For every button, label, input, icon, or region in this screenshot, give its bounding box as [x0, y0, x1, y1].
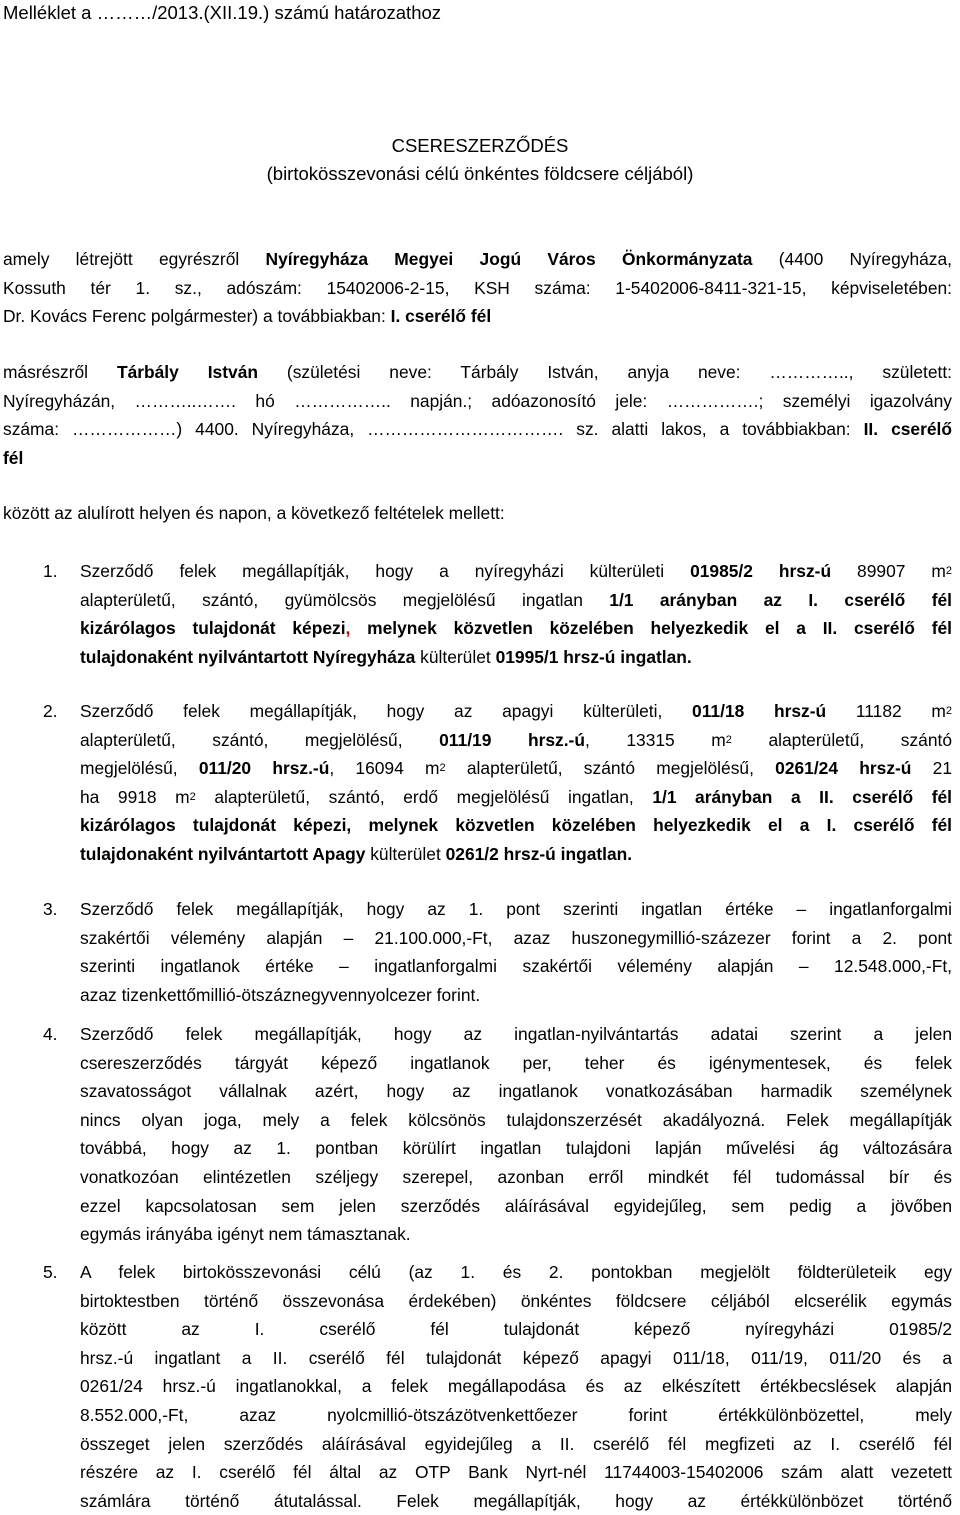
item-line: A felek birtokösszevonási célú (az 1. és 2. pontokban megjelölt földterületeik egy: [80, 1262, 952, 1282]
annex-reference: Melléklet a ………/2013.(XII.19.) számú határozathoz: [3, 2, 442, 23]
text-run: , 16094 m: [329, 758, 440, 779]
text-run: tulajdonaként nyilvántartott Nyíregyháza: [80, 646, 416, 667]
text-run: kizárólagos tulajdonát képezi: [80, 618, 346, 639]
text-run: amely létrejött egyrészről: [3, 249, 266, 269]
text-run: 0261/2 hrsz-ú ingatlan.: [445, 843, 633, 864]
item-line: [80, 557, 952, 586]
text-run: alapterületű, szántó, erdő megjelölésű ingatlan,: [195, 786, 653, 807]
item-line: vonatkozóan elintézetlen széljegy szerepel, azonban erről mindkét fél tudomással bír és: [80, 1166, 952, 1187]
text-run: 1/1 arányban a II. cserélő fél: [652, 786, 953, 807]
item-line: birtoktestben történő összevonása érdekében) önkéntes földcsere céljából elcserélik egymás: [80, 1290, 952, 1311]
item-line: [80, 643, 952, 672]
item-line: hrsz.-ú ingatlant a II. cserélő fél tulajdonát képező apagyi 011/18, 011/19, 011/20 és a: [80, 1347, 952, 1368]
item-number: 5.: [43, 1262, 58, 1282]
text-run: Dr. Kovács Ferenc polgármester) a továbbiakban:: [3, 306, 391, 327]
document-title: CSERESZERZŐDÉS: [391, 135, 569, 156]
item-line: 8.552.000,-Ft, azaz nyolcmillió-ötszázötvenkettőezer forint értékkülönbözettel, mely: [80, 1404, 952, 1425]
superscript: 2: [945, 565, 952, 577]
document-subtitle: (birtokösszevonási célú önkéntes földcsere céljából): [266, 163, 694, 184]
text-run: másrészről: [3, 362, 117, 382]
item-line: [80, 840, 952, 869]
item-line: összeget jelen szerződés aláírásával egyidejűleg a II. cserélő fél megfizeti az I. cserélő fél: [80, 1433, 952, 1454]
text-run: alapterületű, szántó megjelölésű,: [445, 758, 776, 779]
item-line: részére az I. cserélő fél által az OTP Bank Nyrt-nél 11744003-15402006 szám alatt vezetett: [80, 1462, 952, 1483]
text-run: Szerződő felek megállapítják, hogy a nyíregyházi külterületi: [80, 561, 691, 581]
text-run: 011/19 hrsz.-ú: [439, 729, 585, 750]
text-run: , 13315 m: [584, 729, 726, 750]
item-line: [80, 586, 952, 615]
text-run: 011/18 hrsz-ú: [692, 701, 827, 721]
item-line: egymás irányába igényt nem támasztanak.: [80, 1224, 411, 1245]
text-run: (születési neve: Tárbály István, anyja neve: ………….., született:: [258, 362, 952, 382]
text-run: 11182 m: [826, 701, 946, 721]
item-number: 3.: [43, 899, 58, 919]
item-body: [80, 1258, 952, 1515]
text-run: megjelölésű,: [80, 758, 199, 779]
text-run: ha 9918 m: [80, 786, 190, 807]
item-line: szerinti ingatlanok értéke – ingatlanforgalmi szakértői vélemény alapján – 12.548.000,-Ft,: [80, 956, 952, 977]
intro-paragraph: között az alulírott helyen és napon, a következő feltételek mellett:: [3, 503, 505, 523]
party-two-line: [3, 358, 952, 387]
item-line: ezzel kapcsolatosan sem jelen szerződés aláírásával egyidejűleg, sem pedig a jövőben: [80, 1195, 952, 1216]
text-run: 01985/2 hrsz-ú: [690, 561, 832, 581]
superscript: 2: [439, 762, 446, 775]
text-run: külterület: [415, 646, 496, 667]
item-line: [80, 614, 952, 643]
party-one-line: [3, 302, 952, 331]
text-run: 01995/1 hrsz-ú ingatlan.: [495, 646, 692, 667]
superscript: 2: [945, 705, 952, 717]
text-run: ,: [345, 618, 351, 639]
party-two-line: Nyíregyházán, ………..……. hó …………….. napján.; adóazonosító jele: …………….; személyi igazolvány: [3, 390, 952, 411]
text-run: 011/20 hrsz.-ú: [198, 758, 330, 779]
item-number: 4.: [43, 1024, 58, 1044]
item-line: [80, 726, 952, 755]
party-two-paragraph: [3, 358, 952, 472]
item-number: 1.: [43, 561, 58, 581]
superscript: 2: [725, 733, 732, 746]
item-line: számlára történő átutalással. Felek megállapítják, hogy az értékkülönbözet történő: [80, 1490, 952, 1511]
superscript: 2: [189, 790, 196, 803]
item-body: [80, 1020, 952, 1249]
item-line: [80, 754, 952, 783]
item-line: szakértői vélemény alapján – 21.100.000,-Ft, azaz huszonegymillió-százezer forint a 2. pont: [80, 927, 952, 948]
party-two-name: Tárbály István: [116, 362, 258, 382]
party-one-name: Nyíregyháza Megyei Jogú Város Önkormányzata: [265, 249, 753, 269]
item-line: [80, 783, 952, 812]
text-run: (4400 Nyíregyháza,: [752, 249, 952, 269]
item-line: [80, 697, 952, 726]
party-two-line: [3, 415, 952, 444]
text-run: alapterületű, szántó: [731, 729, 953, 750]
item-line: szavatosságot vállalnak azért, hogy az ingatlanok vonatkozásában harmadik személynek: [80, 1081, 952, 1102]
item-body: [80, 697, 952, 869]
item-line: Szerződő felek megállapítják, hogy az ingatlan-nyilvántartás adatai szerint a jelen: [80, 1024, 952, 1044]
party-two-line: [3, 444, 952, 473]
text-run: melynek közvetlen közelében helyezkedik el a II. cserélő fél: [350, 618, 953, 639]
item-line: nincs olyan joga, mely a felek kölcsönös tulajdonszerzését akadályozná. Felek megállapítják: [80, 1109, 952, 1130]
party-one-role: I. cserélő fél: [390, 306, 492, 327]
item-line: Szerződő felek megállapítják, hogy az 1. pont szerinti ingatlan értéke – ingatlanforgalmi: [80, 899, 952, 919]
text-run: Szerződő felek megállapítják, hogy az apagyi külterületi,: [80, 701, 693, 721]
item-body: [80, 557, 952, 671]
text-run: alapterületű, szántó, gyümölcsös megjelölésű ingatlan: [80, 589, 610, 610]
party-one-paragraph: [3, 245, 952, 331]
item-line: között az I. cserélő fél tulajdonát képező nyíregyházi 01985/2: [80, 1319, 952, 1340]
party-one-line: [3, 245, 952, 274]
item-line: 0261/24 hrsz.-ú ingatlanokkal, a felek megállapodása és az elkészített értékbecslések alapján: [80, 1376, 952, 1397]
text-run: alapterületű, szántó, megjelölésű,: [80, 729, 440, 750]
item-line: [80, 811, 952, 840]
item-body: [80, 895, 952, 1009]
text-run: száma: ………………) 4400. Nyíregyháza, ……………………………. sz. alatti lakos, a továbbiakban:: [3, 419, 864, 440]
item-line: azaz tizenkettőmillió-ötszáznegyvennyolcezer forint.: [80, 984, 481, 1005]
text-run: 0261/24 hrsz-ú: [775, 758, 912, 779]
party-one-line: Kossuth tér 1. sz., adószám: 15402006-2-15, KSH száma: 1-5402006-8411-321-15, képviseletében:: [3, 277, 952, 298]
item-line: csereszerződés tárgyát képező ingatlanok per, teher és igénymentesek, és felek: [80, 1052, 952, 1073]
text-run: 89907 m: [831, 561, 946, 581]
text-run: tulajdonaként nyilvántartott Apagy: [80, 843, 366, 864]
item-number: 2.: [43, 701, 58, 721]
text-run: 1/1 arányban az I. cserélő fél: [609, 589, 952, 610]
item-line: továbbá, hogy az 1. pontban körülírt ingatlan tulajdoni lapján művelési ág változására: [80, 1138, 952, 1159]
party-two-role: fél: [3, 447, 24, 468]
text-run: 21: [911, 758, 953, 779]
party-two-role: II. cserélő: [863, 419, 952, 440]
text-run: külterület: [365, 843, 446, 864]
text-run: kizárólagos tulajdonát képezi, melynek közvetlen közelében helyezkedik el a I. cserélő fél: [80, 815, 952, 836]
